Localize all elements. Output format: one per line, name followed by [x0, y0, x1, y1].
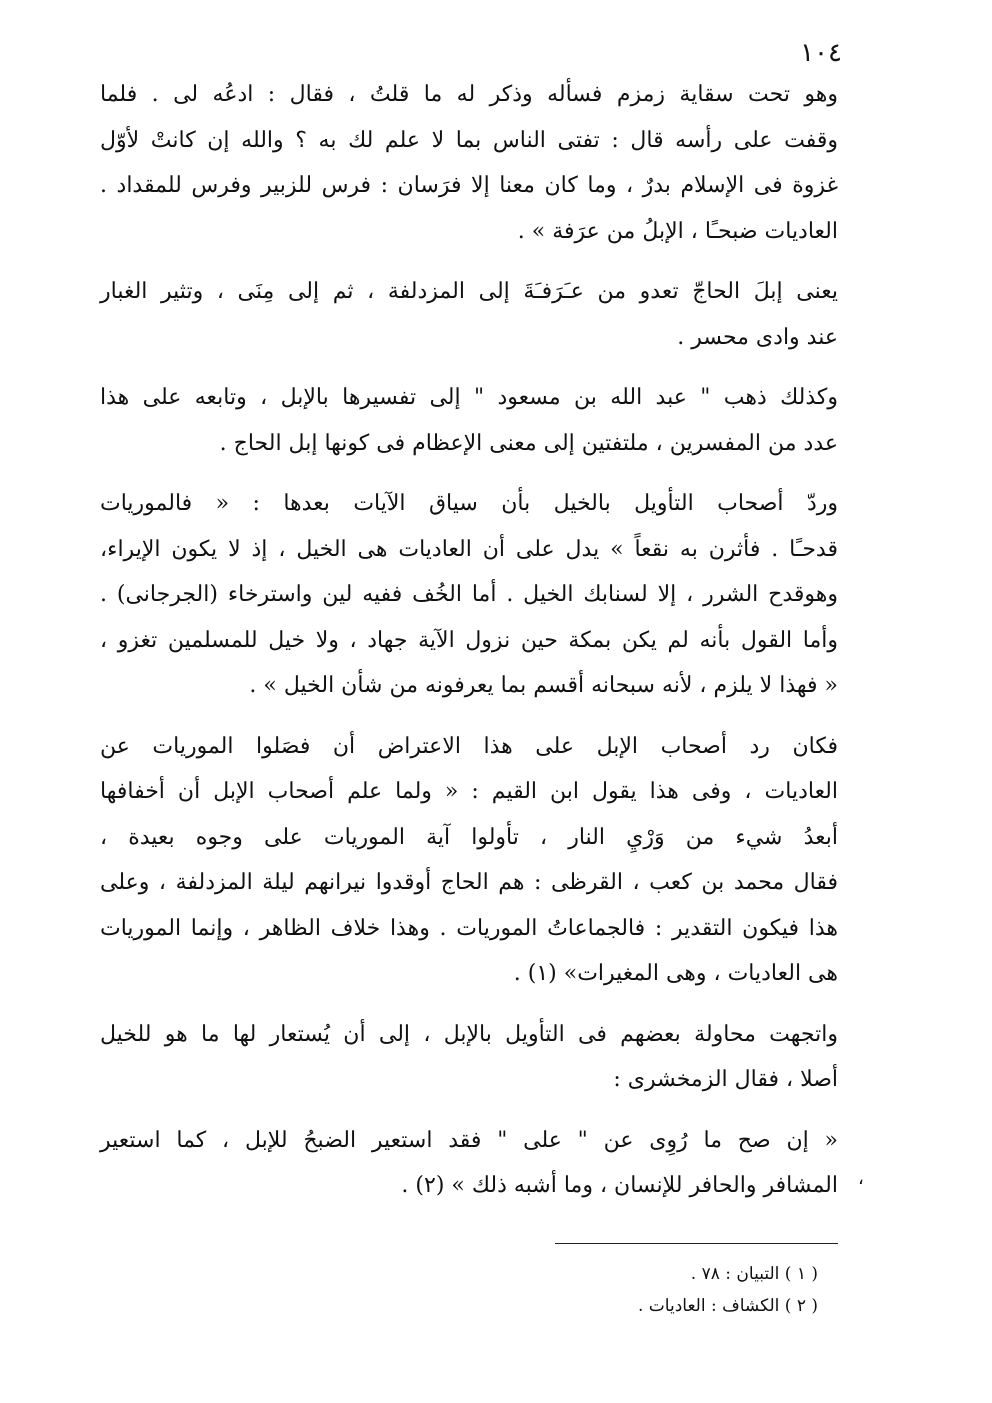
- text-line: وكذلك ذهب " عبد الله بن مسعود " إلى تفسيرها بالإبل ، وتابعه على هذا: [100, 385, 838, 410]
- paragraph-6: [100, 1012, 838, 1103]
- page-number: ١٠٤: [800, 38, 842, 68]
- paragraph-4: [100, 481, 838, 709]
- paragraph-3: [100, 375, 838, 466]
- text-line: غزوة فى الإسلام بدرٌ ، وما كان معنا إلا فرَسان : فرس للزبير وفرس للمقداد .: [100, 173, 838, 198]
- paragraph-5: [100, 724, 838, 997]
- text-line: وأما القول بأنه لم يكن بمكة حين نزول الآية جهاد ، ولا خيل للمسلمين تغزو ،: [100, 627, 838, 653]
- text-line: وقفت على رأسه قال : تفتى الناس بما لا علم لك به ؟ والله إن كانتْ لأوّل: [100, 127, 838, 153]
- text-line: عند وادى محسر .: [677, 324, 838, 350]
- text-line: العاديات ، وفى هذا يقول ابن القيم : « ولما علم أصحاب الإبل أن أخفافها: [100, 779, 838, 804]
- text-line: وردّ أصحاب التأويل بالخيل بأن سياق الآيات بعدها : « فالموريات: [100, 491, 838, 516]
- text-line: أصلا ، فقال الزمخشرى :: [613, 1067, 838, 1092]
- text-line: واتجهت محاولة بعضهم فى التأويل بالإبل ، إلى أن يُستعار لها ما هو للخيل: [100, 1021, 838, 1047]
- text-line: هى العاديات ، وهى المغيرات» (١) .: [513, 961, 838, 986]
- footnote-1: ( ١ ) التبيان : ٧٨ .: [690, 1264, 818, 1284]
- text-line: عدد من المفسرين ، ملتفتين إلى معنى الإعظام فى كونها إبل الحاج .: [219, 430, 838, 456]
- text-line: هذا فيكون التقدير : فالجماعاتُ الموريات . وهذا خلاف الظاهر ، وإنما الموريات: [100, 915, 838, 941]
- text-line: فقال محمد بن كعب ، القرظى : هم الحاج أوقدوا نيرانهم ليلة المزدلفة ، وعلى: [100, 870, 838, 895]
- text-line: وهوقدح الشرر ، إلا لسنابك الخيل . أما الخُف ففيه لين واسترخاء (الجرجانى) .: [100, 582, 838, 607]
- paragraph-7: [100, 1118, 838, 1209]
- text-line: قدحـًا . فأثرن به نقعاً » يدل على أن العاديات هى الخيل ، إذ لا يكون الإيراء،: [100, 536, 838, 562]
- text-line: العاديات ضبحـًا ، الإبلُ من عرَفة » .: [517, 218, 838, 244]
- paragraph-1: [100, 72, 838, 254]
- text-line: فكان رد أصحاب الإبل على هذا الاعتراض أن فصَلوا الموريات عن: [100, 733, 838, 759]
- text-line: أبعدُ شيء من وَرْيِ النار ، تأولوا آية الموريات على وجوه بعيدة ،: [100, 824, 838, 850]
- footnotes: [420, 1258, 818, 1322]
- paragraph-2: [100, 269, 838, 360]
- footnote-divider: [555, 1243, 838, 1244]
- main-text: [100, 72, 838, 1224]
- text-line: « فهذا لا يلزم ، لأنه سبحانه أقسم بما يعرفونه من شأن الخيل » .: [249, 673, 838, 698]
- text-line: المشافر والحافر للإنسان ، وما أشبه ذلك » (٢) .: [401, 1173, 838, 1198]
- text-line: يعنى إبلَ الحاجّ تعدو من عـَرَفـَةَ إلى المزدلفة ، ثم إلى مِنَى ، وتثير الغبار: [100, 279, 838, 304]
- text-line: وهو تحت سقاية زمزم فسأله وذكر له ما قلتُ ، فقال : ادعُه لى . فلما: [100, 82, 838, 107]
- text-line: « إن صح ما رُوِى عن " على " فقد استعير الضبحُ للإبل ، كما استعير: [100, 1127, 838, 1153]
- margin-mark: ،: [858, 1168, 864, 1189]
- footnote-2: ( ٢ ) الكشاف : العاديات .: [638, 1296, 818, 1316]
